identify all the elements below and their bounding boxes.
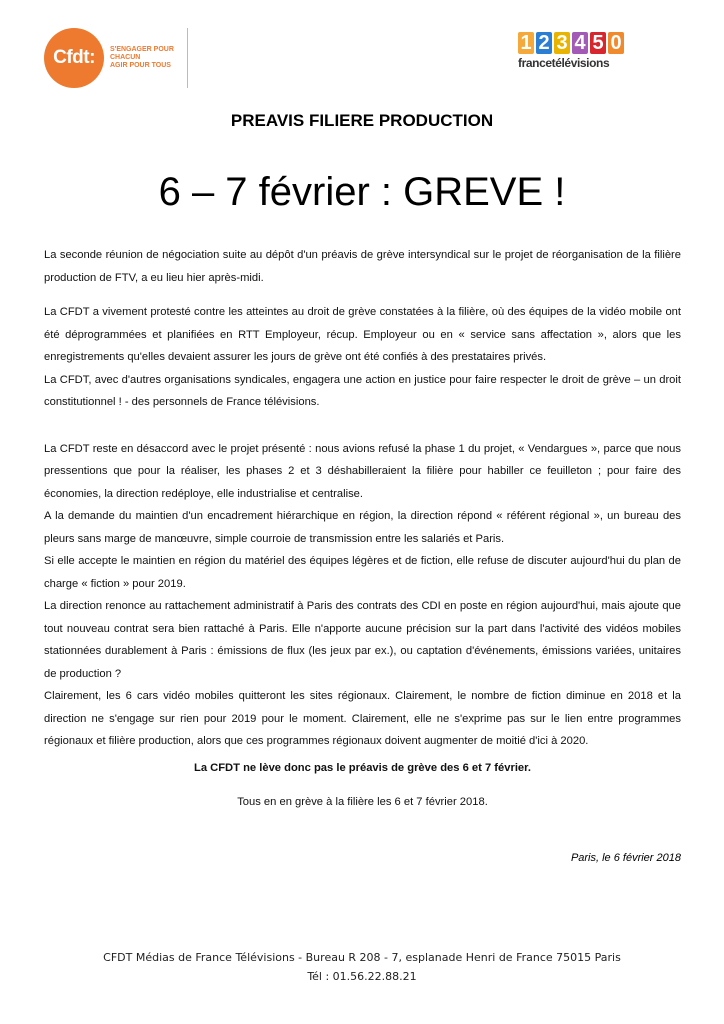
strike-call: Tous en en grève à la filière les 6 et 7 février 2018. [237, 796, 488, 808]
footer-phone: Tél : 01.56.22.88.21 [307, 970, 417, 983]
ftv-digit-4: 4 [572, 32, 588, 54]
footer [0, 948, 724, 986]
ftv-name: francetélévisions [518, 56, 610, 70]
cfdt-logo [44, 28, 194, 92]
paragraph-8: Clairement, les 6 cars vidéo mobiles quitteront les sites régionaux. Clairement, le nombre de fiction diminue en 2018 et la direction ne s'engage sur rien pour 2019 pour le moment. Clairement, elle ne s'exprime pas sur le lien entre programmes régionaux et filière production, alors que ces programmes régionaux doivent augmenter de moitié d'ici à 2020. [44, 690, 681, 747]
paragraph-1: La seconde réunion de négociation suite au dépôt d'un préavis de grève intersyndical sur le projet de réorganisation de la filière production de FTV, a eu lieu hier après-midi. [44, 249, 681, 284]
france-televisions-logo [518, 32, 634, 82]
cfdt-slogan [110, 46, 184, 70]
paragraph-6: Si elle accepte le maintien en région du matériel des équipes légères et de fiction, elle refuse de discuter aujourd'hui du plan de charge « fiction » pour 2019. [44, 555, 681, 590]
logo-divider [187, 28, 188, 88]
page-title: 6 – 7 février : GREVE ! [158, 170, 566, 214]
cfdt-slogan-line2: AGIR POUR TOUS [110, 62, 171, 69]
signoff-date: Paris, le 6 février 2018 [570, 852, 681, 864]
paragraph-3: La CFDT, avec d'autres organisations syndicales, engagera une action en justice pour faire respecter le droit de grève – un droit constitutionnel ! - des personnels de France télévisions. [44, 373, 681, 408]
cfdt-slogan-line1: S'ENGAGER POUR CHACUN [110, 46, 174, 61]
cfdt-logo-text: Cfdt: [53, 47, 95, 68]
ftv-digit-3: 3 [554, 32, 570, 54]
ftv-channel-numbers [518, 32, 634, 54]
paragraph-7: La direction renonce au rattachement administratif à Paris des contrats des CDI en poste en région aujourd'hui, mais ajoute que tout nouveau contrat sera bien rattaché à Paris. Elle n'apporte aucune précision sur la part dans l'activité des vidéos mobiles stationnées durablement à Paris : émissions de flux (les jeux par ex.), ou captation d'événements, émissions variées, unitaires de production ? [44, 600, 681, 680]
ftv-digit-2: 2 [536, 32, 552, 54]
cfdt-logo-circle [44, 28, 104, 88]
notice-heading: PREAVIS FILIERE PRODUCTION [230, 111, 494, 130]
footer-address: CFDT Médias de France Télévisions - Bureau R 208 - 7, esplanade Henri de France 75015 Paris [103, 951, 621, 964]
paragraph-5: A la demande du maintien d'un encadrement hiérarchique en région, la direction répond « référent régional », un bureau des pleurs sans marge de manœuvre, simple courroie de transmission entre les salariés et Paris. [44, 510, 681, 545]
ftv-digit-0: 0 [608, 32, 624, 54]
paragraph-4: La CFDT reste en désaccord avec le projet présenté : nous avions refusé la phase 1 du projet, « Vendargues », parce que nous pressentions que pour la réaliser, les phases 2 et 3 déshabilleraient la filière pour habiller ce feuilleton ; pour faire des économies, la direction redéploye, elle industrialise et centralise. [44, 442, 681, 500]
letter-body [44, 244, 681, 814]
conclusion: La CFDT ne lève donc pas le préavis de grève des 6 et 7 février. [193, 761, 532, 774]
paragraph-2: La CFDT a vivement protesté contre les atteintes au droit de grève constatées à la filière, où des équipes de la vidéo mobile ont été déprogrammées et planifiées en RTT Employeur, récup. Employeur ou en « service sans affectation », alors que les enregistrements qu'elles devaient assurer les jours de grève ont été confiés à des prestataires privés. [44, 306, 681, 363]
ftv-digit-5: 5 [590, 32, 606, 54]
ftv-digit-1: 1 [518, 32, 534, 54]
